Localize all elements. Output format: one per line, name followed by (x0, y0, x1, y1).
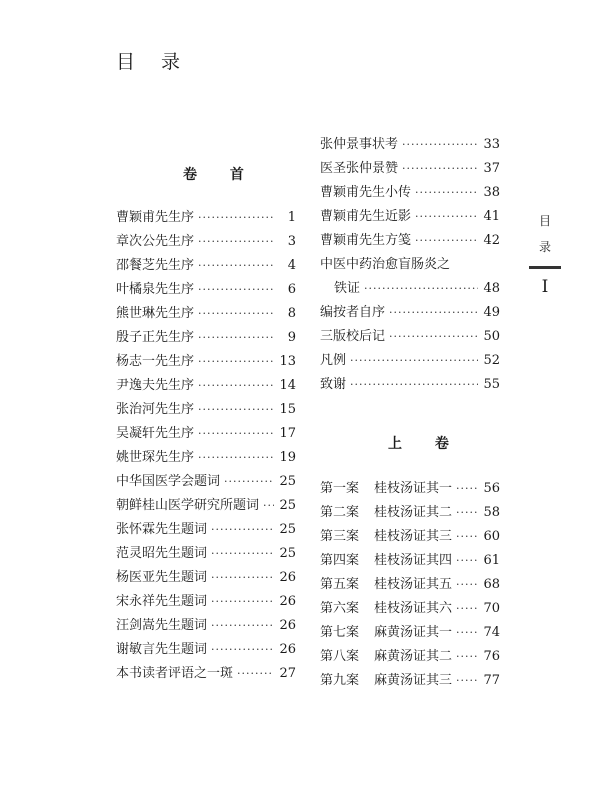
toc-entry-page: 15 (279, 402, 296, 417)
toc-entry-page: 61 (483, 553, 500, 568)
toc-entry[interactable] (116, 206, 296, 230)
toc-entry-title: 姚世琛先生序 (116, 450, 195, 465)
toc-entry-page: 76 (483, 649, 500, 664)
toc-entry-page: 25 (279, 522, 296, 537)
dot-leader (224, 475, 274, 488)
toc-entry[interactable] (320, 229, 500, 253)
toc-entry-page: 26 (279, 642, 296, 657)
toc-entry[interactable] (320, 501, 500, 525)
toc-entry-case: 第七案 (320, 625, 360, 640)
toc-entry[interactable] (116, 350, 296, 374)
page-title: 目 录 (116, 51, 191, 73)
dot-leader (198, 235, 274, 248)
toc-entry-page: 49 (483, 305, 500, 320)
dot-leader (198, 307, 274, 320)
dot-leader (198, 211, 274, 224)
dot-leader (402, 162, 478, 175)
toc-entry-page: 50 (483, 329, 500, 344)
dot-leader (237, 667, 274, 680)
toc-entry[interactable] (116, 278, 296, 302)
toc-entry-page: 68 (483, 577, 500, 592)
side-section-tab (528, 208, 562, 297)
toc-entry-page: 8 (287, 306, 296, 321)
toc-entry-title: 铁证 (334, 281, 361, 296)
toc-entry[interactable] (320, 373, 500, 397)
section-heading-shangjuan: 上 卷 (388, 436, 463, 452)
toc-entry[interactable] (116, 614, 296, 638)
toc-entry-title: 桂枝汤证其四 (374, 553, 453, 568)
toc-entry-case: 第二案 (320, 505, 360, 520)
toc-entry-page: 77 (483, 673, 500, 688)
toc-entry[interactable] (116, 446, 296, 470)
toc-entry-title: 麻黄汤证其二 (374, 649, 453, 664)
toc-entry-case: 第九案 (320, 673, 360, 688)
toc-entry-page: 6 (287, 282, 296, 297)
dot-leader (456, 578, 478, 591)
toc-entry[interactable] (116, 230, 296, 254)
dot-leader (402, 138, 478, 151)
toc-entry-case: 第六案 (320, 601, 360, 616)
toc-entry[interactable] (320, 325, 500, 349)
toc-entry-page: 27 (279, 666, 296, 681)
toc-right-top-list (320, 133, 500, 397)
dot-leader (198, 283, 274, 296)
section-heading-juanshou: 卷 首 (183, 167, 258, 183)
dot-leader (198, 259, 274, 272)
toc-entry-page: 42 (483, 233, 500, 248)
toc-entry-page: 13 (279, 354, 296, 369)
toc-entry[interactable] (320, 525, 500, 549)
toc-entry-title: 张仲景事状考 (320, 137, 399, 152)
toc-entry-title: 曹颖甫先生序 (116, 210, 195, 225)
toc-entry[interactable] (320, 669, 500, 693)
toc-entry-title: 医圣张仲景赞 (320, 161, 399, 176)
toc-entry[interactable] (116, 470, 296, 494)
toc-entry-title: 熊世琳先生序 (116, 306, 195, 321)
toc-entry-title: 桂枝汤证其一 (374, 481, 453, 496)
toc-entry-title: 吴凝轩先生序 (116, 426, 195, 441)
toc-entry-page: 17 (279, 426, 296, 441)
dot-leader (350, 378, 478, 391)
dot-leader (364, 282, 478, 295)
toc-entry-multiline-end[interactable] (320, 277, 500, 301)
toc-entry-page: 74 (483, 625, 500, 640)
toc-entry-case: 第一案 (320, 481, 360, 496)
toc-entry-title: 谢敏言先生题词 (116, 642, 208, 657)
dot-leader (211, 523, 274, 536)
toc-entry-title: 张治河先生序 (116, 402, 195, 417)
toc-entry-page: 60 (483, 529, 500, 544)
toc-entry-title: 凡例 (320, 353, 347, 368)
toc-entry-page: 1 (287, 210, 296, 225)
dot-leader (198, 427, 274, 440)
dot-leader (415, 210, 478, 223)
toc-entry-title: 中华国医学会题词 (116, 474, 221, 489)
dot-leader (456, 650, 478, 663)
toc-entry-page: 58 (483, 505, 500, 520)
toc-entry-page: 38 (483, 185, 500, 200)
dot-leader (389, 330, 478, 343)
toc-entry[interactable] (116, 590, 296, 614)
toc-entry[interactable] (320, 205, 500, 229)
toc-entry[interactable] (320, 621, 500, 645)
toc-entry-title: 致谢 (320, 377, 347, 392)
toc-entry-title: 麻黄汤证其三 (374, 673, 453, 688)
toc-entry-page: 26 (279, 594, 296, 609)
toc-entry[interactable] (320, 349, 500, 373)
toc-entry-page: 56 (483, 481, 500, 496)
toc-entry-title: 张怀霖先生题词 (116, 522, 208, 537)
toc-entry-title: 曹颖甫先生近影 (320, 209, 412, 224)
dot-leader (456, 554, 478, 567)
dot-leader (263, 499, 274, 512)
toc-entry-page: 14 (279, 378, 296, 393)
dot-leader (211, 571, 274, 584)
toc-entry-case: 第八案 (320, 649, 360, 664)
toc-entry[interactable] (116, 398, 296, 422)
toc-entry-page: 52 (483, 353, 500, 368)
toc-entry-title: 三版校后记 (320, 329, 386, 344)
dot-leader (198, 355, 274, 368)
toc-entry-title: 桂枝汤证其五 (374, 577, 453, 592)
dot-leader (198, 451, 274, 464)
toc-entry-title: 朝鲜桂山医学研究所题词 (116, 498, 260, 513)
toc-entry-title: 杨医亚先生题词 (116, 570, 208, 585)
toc-entry[interactable] (116, 254, 296, 278)
dot-leader (456, 482, 478, 495)
toc-entry-page: 25 (279, 474, 296, 489)
dot-leader (198, 331, 274, 344)
toc-entry-page: 3 (287, 234, 296, 249)
toc-entry-page: 25 (279, 546, 296, 561)
toc-entry-multiline-start[interactable] (320, 253, 500, 277)
side-tab-label: 目录 (538, 214, 551, 254)
dot-leader (456, 674, 478, 687)
toc-entry[interactable] (116, 374, 296, 398)
toc-entry[interactable] (116, 302, 296, 326)
toc-entry-title: 尹逸夫先生序 (116, 378, 195, 393)
toc-entry[interactable] (320, 597, 500, 621)
toc-entry-page: 26 (279, 570, 296, 585)
dot-leader (415, 234, 478, 247)
side-tab-divider (529, 266, 561, 269)
toc-entry-page: 26 (279, 618, 296, 633)
toc-entry[interactable] (320, 181, 500, 205)
side-tab-page-numeral: I (541, 277, 549, 297)
dot-leader (389, 306, 478, 319)
toc-entry[interactable] (116, 638, 296, 662)
toc-entry-case: 第四案 (320, 553, 360, 568)
toc-entry[interactable] (320, 645, 500, 669)
toc-entry[interactable] (116, 542, 296, 566)
toc-entry[interactable] (320, 157, 500, 181)
toc-entry-page: 9 (287, 330, 296, 345)
toc-entry[interactable] (116, 326, 296, 350)
dot-leader (198, 403, 274, 416)
dot-leader (198, 379, 274, 392)
toc-entry-title: 杨志一先生序 (116, 354, 195, 369)
dot-leader (211, 643, 274, 656)
dot-leader (211, 619, 274, 632)
toc-entry[interactable] (320, 477, 500, 501)
toc-right-bottom-list (320, 477, 500, 693)
toc-left-list (116, 206, 296, 686)
dot-leader (211, 595, 274, 608)
toc-entry[interactable] (116, 566, 296, 590)
toc-entry-title: 桂枝汤证其六 (374, 601, 453, 616)
toc-entry-title: 桂枝汤证其三 (374, 529, 453, 544)
toc-entry[interactable] (320, 573, 500, 597)
toc-entry-case: 第三案 (320, 529, 360, 544)
toc-entry-page: 25 (279, 498, 296, 513)
toc-entry-page: 70 (483, 601, 500, 616)
dot-leader (456, 506, 478, 519)
dot-leader (456, 626, 478, 639)
toc-entry-title: 本书读者评语之一斑 (116, 666, 234, 681)
toc-entry[interactable] (116, 422, 296, 446)
dot-leader (456, 602, 478, 615)
toc-entry-page: 48 (483, 281, 500, 296)
toc-entry[interactable] (320, 549, 500, 573)
toc-entry[interactable] (320, 301, 500, 325)
dot-leader (456, 530, 478, 543)
dot-leader (211, 547, 274, 560)
toc-entry-page: 55 (483, 377, 500, 392)
toc-entry-title: 范灵昭先生题词 (116, 546, 208, 561)
toc-entry-title: 邵餐芝先生序 (116, 258, 195, 273)
toc-entry-title: 宋永祥先生题词 (116, 594, 208, 609)
toc-entry-title: 麻黄汤证其一 (374, 625, 453, 640)
toc-entry-title: 殷子正先生序 (116, 330, 195, 345)
toc-entry[interactable] (320, 133, 500, 157)
toc-entry-page: 37 (483, 161, 500, 176)
toc-entry-page: 33 (483, 137, 500, 152)
toc-entry-title: 曹颖甫先生方笺 (320, 233, 412, 248)
dot-leader (350, 354, 478, 367)
toc-entry-case: 第五案 (320, 577, 360, 592)
toc-entry-page: 4 (287, 258, 296, 273)
toc-entry[interactable] (116, 662, 296, 686)
toc-entry-title: 中医中药治愈盲肠炎之 (320, 257, 451, 272)
toc-entry-page: 41 (483, 209, 500, 224)
toc-entry[interactable] (116, 518, 296, 542)
toc-entry-page: 19 (279, 450, 296, 465)
toc-entry-title: 编按者自序 (320, 305, 386, 320)
toc-entry[interactable] (116, 494, 296, 518)
toc-entry-title: 曹颖甫先生小传 (320, 185, 412, 200)
dot-leader (415, 186, 478, 199)
toc-entry-title: 叶橘泉先生序 (116, 282, 195, 297)
toc-entry-title: 汪剑嵩先生题词 (116, 618, 208, 633)
toc-entry-title: 桂枝汤证其二 (374, 505, 453, 520)
toc-entry-title: 章次公先生序 (116, 234, 195, 249)
